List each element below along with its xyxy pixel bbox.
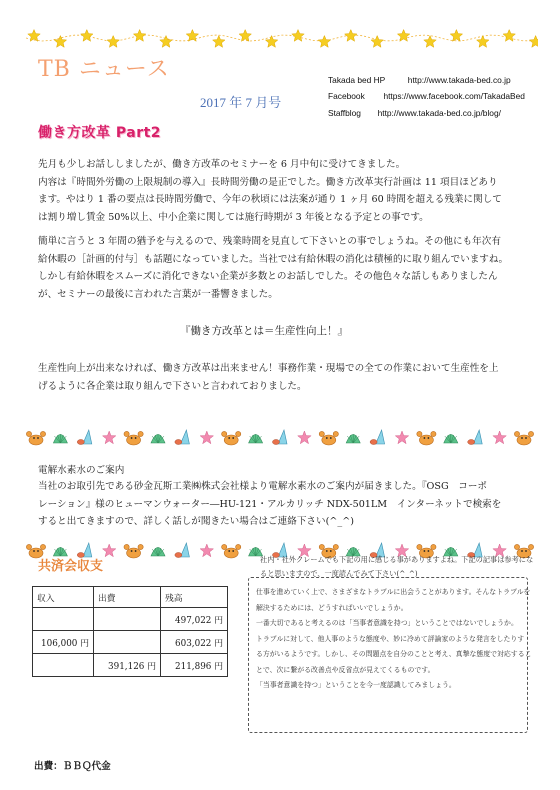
star-icon	[371, 36, 383, 48]
text-line: トラブルに対して、他人事のような態度や、妙に冷めて評論家のような発言をしたりす	[256, 634, 525, 643]
text-line: しかし有給休暇をスムーズに消化できない企業が多数とのお話しでした。その他色々な話しもありましたん	[38, 271, 498, 283]
table-cell: 603,022 円	[161, 631, 228, 654]
column-header: 残高	[161, 587, 228, 608]
newsletter-title: TB ニュース	[38, 57, 170, 82]
table-cell	[94, 631, 161, 654]
hermit-crab-icon	[175, 543, 190, 558]
table-cell: 497,022 円	[161, 608, 228, 631]
starfish-icon	[103, 544, 116, 557]
text-line: とで、次に繋がる改善点や反省点が見えてくるものです。	[256, 665, 435, 674]
finance-title: 共済会収支	[38, 559, 104, 574]
starfish-icon	[200, 544, 213, 557]
hermit-crab-icon	[370, 430, 385, 445]
table-cell	[94, 608, 161, 631]
sea-creature-icons	[26, 425, 538, 451]
link-staffblog-url[interactable]: http://www.takada-bed.co.jp/blog/	[377, 108, 501, 118]
shell-icon	[249, 434, 263, 443]
link-staffblog[interactable]	[328, 108, 501, 118]
issue-date: 2017 年 7 月号	[200, 95, 282, 110]
text-line: 内容は『時間外労働の上限規制の導入』長時間労働の是正でした。働き方改革実行計画は 11 項目ほどあり	[38, 176, 498, 188]
link-hp[interactable]	[328, 75, 511, 85]
link-staffblog-label: Staffblog	[328, 108, 361, 118]
star-icon	[292, 30, 304, 42]
star-icon	[54, 36, 66, 48]
text-line: げるように各企業は取り組んで下さいと言われておりました。	[38, 380, 307, 392]
notice-body	[38, 478, 522, 531]
expense-note: 出費：ＢＢＱ代金	[34, 761, 111, 772]
table-cell: 106,000 円	[33, 631, 94, 654]
table-cell	[33, 608, 94, 631]
hermit-crab-icon	[273, 430, 288, 445]
star-icon	[529, 36, 538, 48]
link-hp-url[interactable]: http://www.takada-bed.co.jp	[407, 75, 511, 85]
column-header: 出費	[94, 587, 161, 608]
shell-icon	[53, 434, 67, 443]
crab-icon	[222, 544, 241, 558]
text-line: 仕事を進めていく上で、さまざまなトラブルに出会うことがあります。そんなトラブルを	[256, 588, 531, 596]
table-cell: 391,126 円	[94, 654, 161, 677]
star-icon	[318, 36, 330, 48]
star-icon	[424, 36, 436, 48]
article-paragraph-1	[38, 156, 522, 226]
star-icon	[239, 30, 251, 42]
link-facebook-url[interactable]: https://www.facebook.com/TakadaBed	[383, 91, 525, 101]
sea-creature-border-1	[26, 425, 538, 451]
hermit-crab-icon	[175, 430, 190, 445]
star-border-icon	[26, 26, 538, 52]
star-icon	[345, 30, 357, 42]
text-line: 当社のお取引先である砂金瓦斯工業㈱株式会社様より電解水素水のご案内が届きました。『OSG コーポ	[38, 481, 488, 492]
crab-icon	[514, 431, 533, 445]
finance-table	[32, 586, 228, 677]
star-icon	[107, 36, 119, 48]
crab-icon	[124, 544, 143, 558]
link-hp-label: Takada bed HP	[328, 75, 386, 85]
article-paragraph-2	[38, 233, 522, 303]
table-cell: 211,896 円	[161, 654, 228, 677]
column-header: 収入	[33, 587, 94, 608]
table-header-row	[33, 587, 228, 608]
crab-icon	[26, 431, 45, 445]
starfish-icon	[493, 431, 506, 444]
starfish-icon	[298, 431, 311, 444]
star-border-top	[26, 26, 538, 52]
star-icon	[450, 30, 462, 42]
shell-icon	[151, 547, 165, 556]
star-icon	[81, 30, 93, 42]
shell-icon	[346, 434, 360, 443]
hermit-crab-icon	[468, 430, 483, 445]
text-line: 先月も少しお話ししましたが、働き方改革のセミナーを 6 月中旬に受けてきました。	[38, 159, 406, 170]
text-line: 一番大切であると考えるのは「当事者意識を持つ」ということではないでしょうか。	[256, 619, 518, 627]
link-facebook[interactable]	[328, 91, 525, 101]
text-line: る方がいるようです。しかし、その問題点を自分のことと考え、真摯な態度で対応するこ	[256, 650, 532, 658]
text-line: 「当事者意識を持つ」ということを今一度認識してみましょう。	[256, 681, 456, 689]
star-icon	[397, 30, 409, 42]
text-line: 解決するためには、どうすればいいでしょうか。	[256, 603, 408, 612]
article-paragraph-3	[38, 360, 522, 395]
starfish-icon	[103, 431, 116, 444]
star-icon	[28, 30, 40, 42]
star-icon	[133, 30, 145, 42]
side-note-body	[256, 585, 532, 694]
star-icon	[160, 36, 172, 48]
starfish-icon	[200, 431, 213, 444]
text-line: 簡単に言うと 3 年間の猶予を与えるので、残業時間を見直して下さいとの事でしょうね。その他にも年次有	[38, 236, 501, 247]
article-heading: 働き方改革 Part2	[38, 125, 162, 141]
starfish-icon	[395, 431, 408, 444]
crab-icon	[417, 431, 436, 445]
table-row	[33, 654, 228, 677]
hermit-crab-icon	[77, 430, 92, 445]
text-line: 生産性向上が出来なければ、働き方改革は出来ません！事務作業・現場での全ての作業において生産性を上	[38, 363, 499, 374]
star-icon	[503, 30, 515, 42]
text-line: ます。やはり 1 番の要点は長時間労働で、今年の秋頃には法案が通り 1 ヶ月 60 時間を超える残業に関して	[38, 194, 502, 206]
crab-icon	[319, 431, 338, 445]
text-line: 給休暇の［計画的付与］も話題になっていました。当社では有給休暇の消化は積極的に取り組んでいますね。	[38, 253, 509, 265]
table-row	[33, 631, 228, 654]
table-row	[33, 608, 228, 631]
shell-icon	[151, 434, 165, 443]
link-facebook-label: Facebook	[328, 91, 365, 101]
text-line: レーション』様のヒューマンウォーター―HU-121・アルカリッチ NDX-501LM インターネットで検索を	[38, 498, 502, 510]
crab-icon	[124, 431, 143, 445]
article-quote: 『働き方改革とは＝生産性向上！』	[180, 325, 348, 337]
text-line: が、セミナーの最後に言われた言葉が一番響きました。	[38, 288, 278, 300]
text-line: すると出てきますので、詳しく話しが聞きたい場合はご連絡下さい(^_^)	[38, 516, 354, 528]
text-line: ると思いますので、一度読んでみて下さい(^_^)	[260, 569, 418, 578]
shell-icon	[444, 434, 458, 443]
star-icon	[213, 36, 225, 48]
text-line: は割り増し賃金 50%以上、中小企業に関しては施行時期が 3 年後となる予定との事です。	[38, 211, 429, 223]
notice-title: 電解水素水のご案内	[38, 465, 125, 476]
crab-icon	[222, 431, 241, 445]
table-cell	[33, 654, 94, 677]
star-icon	[265, 36, 277, 48]
text-line: 社内・社外クレームでも下記の用に感じる事がありますよね。下記の記事は参考にな	[260, 555, 534, 564]
